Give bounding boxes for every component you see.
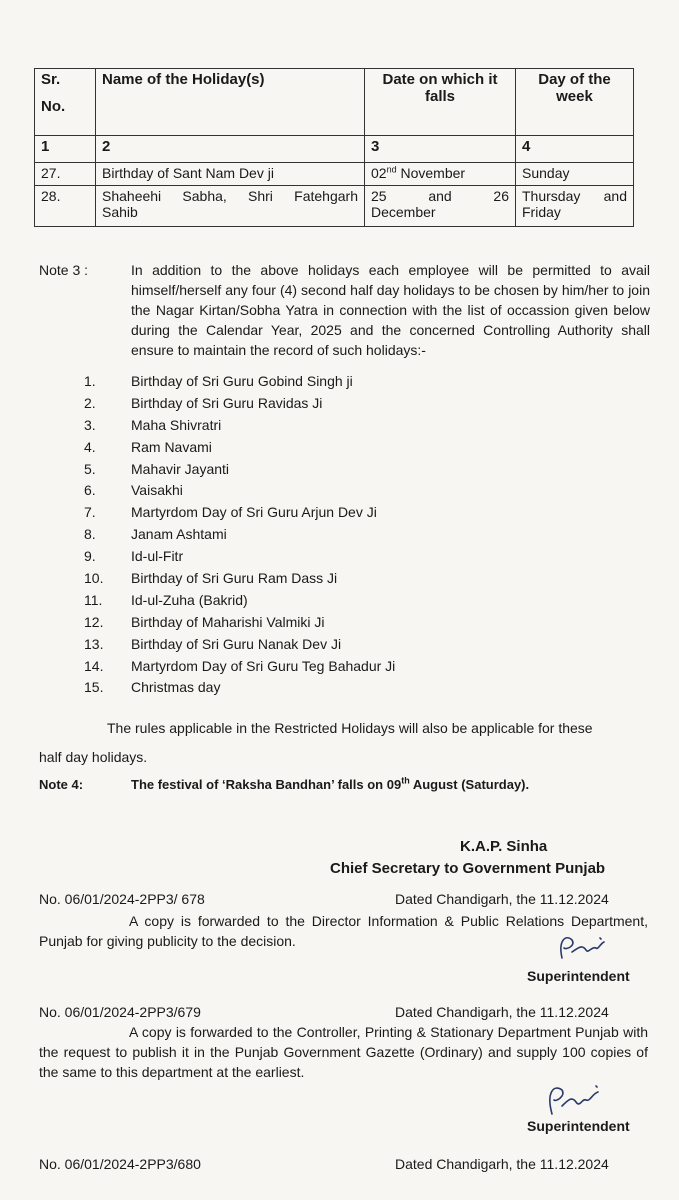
rules-paragraph-line1: The rules applicable in the Restricted Holidays will also be applicable for these — [107, 720, 593, 736]
header-day: Day of the week — [516, 69, 634, 136]
note4-text-end: August (Saturday). — [409, 777, 530, 792]
list-item-number: 10. — [84, 569, 104, 586]
row-name-line2: Sahib — [102, 204, 138, 220]
index-cell: 1 — [35, 136, 96, 163]
list-item-label: Birthday of Sri Guru Gobind Singh ji — [131, 372, 353, 389]
list-item-number: 15. — [84, 679, 104, 696]
list-item-label: Janam Ashtami — [131, 526, 227, 543]
list-item — [84, 545, 395, 567]
row-date — [365, 186, 516, 227]
list-item — [84, 414, 395, 436]
list-item — [84, 370, 395, 392]
dated-line: Dated Chandigarh, the 11.12.2024 — [395, 891, 609, 907]
list-item-number: 1. — [84, 372, 96, 389]
list-item-number: 9. — [84, 548, 96, 565]
list-item-number: 11. — [84, 591, 103, 608]
list-item-number: 13. — [84, 635, 104, 652]
list-item-number: 6. — [84, 482, 96, 499]
row-day-line2: Friday — [522, 204, 561, 220]
row-name: Birthday of Sant Nam Dev ji — [96, 163, 365, 186]
endorsement-text: A copy is forwarded to the Director Information & Public Relations Department, Punjab for giving publicity to the decision. — [39, 913, 648, 949]
row-day: Sunday — [516, 163, 634, 186]
list-item-number: 5. — [84, 460, 96, 477]
table-header-row — [35, 69, 634, 136]
list-item-number: 4. — [84, 438, 96, 455]
list-item-number: 14. — [84, 657, 104, 674]
list-item-label: Birthday of Sri Guru Ravidas Ji — [131, 394, 323, 411]
list-item-number: 7. — [84, 504, 96, 521]
list-item — [84, 479, 395, 501]
list-item-label: Martyrdom Day of Sri Guru Arjun Dev Ji — [131, 504, 377, 521]
index-cell: 4 — [516, 136, 634, 163]
date-month: November — [396, 165, 466, 181]
list-item — [84, 458, 395, 480]
list-item — [84, 633, 395, 655]
signatory-title: Chief Secretary to Government Punjab — [330, 860, 606, 877]
note4-label: Note 4: — [39, 777, 84, 792]
row-sr: 27. — [35, 163, 96, 186]
list-item-number: 12. — [84, 613, 104, 630]
note4-ordinal: th — [401, 775, 410, 786]
table-index-row — [35, 136, 634, 163]
list-item-label: Birthday of Sri Guru Ram Dass Ji — [131, 569, 338, 586]
handwritten-signature — [552, 930, 614, 966]
superintendent-label: Superintendent — [527, 968, 630, 984]
header-sr-line1: Sr. — [41, 71, 61, 88]
index-cell: 3 — [365, 136, 516, 163]
row-date-line1: 25 and 26 — [371, 188, 509, 204]
reference-number: No. 06/01/2024-2PP3/680 — [39, 1156, 201, 1172]
row-sr: 28. — [35, 186, 96, 227]
endorsement-text: A copy is forwarded to the Controller, Printing & Stationary Department Punjab with the request to publish it in the Punjab Government Gazette (Ordinary) and supply 100 copies of the same to this department at the earliest. — [39, 1024, 648, 1080]
occasion-list — [84, 370, 395, 698]
note4-text — [131, 777, 529, 792]
list-item — [84, 589, 395, 611]
row-date-line2: December — [371, 204, 436, 220]
list-item-label: Id-ul-Zuha (Bakrid) — [131, 591, 248, 608]
list-item — [84, 392, 395, 414]
dated-line: Dated Chandigarh, the 11.12.2024 — [395, 1156, 609, 1172]
list-item-number: 2. — [84, 394, 96, 411]
signatory-name: K.A.P. Sinha — [460, 838, 548, 855]
reference-number: No. 06/01/2024-2PP3/ 678 — [39, 891, 205, 907]
header-date: Date on which it falls — [365, 69, 516, 136]
holiday-table — [34, 68, 634, 227]
list-item — [84, 501, 395, 523]
list-item-label: Ram Navami — [131, 438, 212, 455]
index-cell: 2 — [96, 136, 365, 163]
note4-text-main: The festival of ‘Raksha Bandhan’ falls on 09 — [131, 777, 402, 792]
list-item — [84, 523, 395, 545]
list-item — [84, 567, 395, 589]
table-row — [35, 186, 634, 227]
note3-label: Note 3 : — [39, 262, 89, 278]
list-item-label: Mahavir Jayanti — [131, 460, 230, 477]
reference-number: No. 06/01/2024-2PP3/679 — [39, 1004, 201, 1020]
list-item-label: Birthday of Sri Guru Nanak Dev Ji — [131, 635, 342, 652]
list-item — [84, 655, 395, 677]
list-item — [84, 611, 395, 633]
date-number: 02 — [371, 165, 387, 181]
list-item-number: 8. — [84, 526, 96, 543]
note3-text: In addition to the above holidays each employee will be permitted to avail himself/herself any four (4) second half day holidays to be chosen by him/her to join the Nagar Kirtan/Sobha Yatra in connection with the list of occassion given below during the Calendar Year, 2025 and the concerned Controlling Authority shall ensure to maintain the record of such holidays:- — [131, 262, 650, 358]
list-item-label: Christmas day — [131, 679, 221, 696]
row-day-line1: Thursday and — [522, 188, 627, 204]
handwritten-signature — [540, 1080, 610, 1120]
list-item-label: Birthday of Maharishi Valmiki Ji — [131, 613, 325, 630]
header-sr-no — [35, 69, 96, 136]
superintendent-label: Superintendent — [527, 1118, 630, 1134]
row-name-line1: Shaheehi Sabha, Shri Fatehgarh — [102, 188, 358, 204]
list-item-label: Maha Shivratri — [131, 416, 222, 433]
list-item-label: Martyrdom Day of Sri Guru Teg Bahadur Ji — [131, 657, 396, 674]
list-item — [84, 676, 395, 698]
header-name: Name of the Holiday(s) — [96, 69, 365, 136]
table-row — [35, 163, 634, 186]
list-item — [84, 436, 395, 458]
row-day — [516, 186, 634, 227]
list-item-number: 3. — [84, 416, 96, 433]
list-item-label: Vaisakhi — [131, 482, 183, 499]
rules-paragraph-line2: half day holidays. — [39, 749, 148, 765]
header-sr-line2: No. — [41, 98, 66, 115]
list-item-label: Id-ul-Fitr — [131, 548, 184, 565]
dated-line: Dated Chandigarh, the 11.12.2024 — [395, 1004, 609, 1020]
date-ordinal: nd — [386, 164, 397, 175]
row-name — [96, 186, 365, 227]
row-date — [365, 163, 516, 186]
